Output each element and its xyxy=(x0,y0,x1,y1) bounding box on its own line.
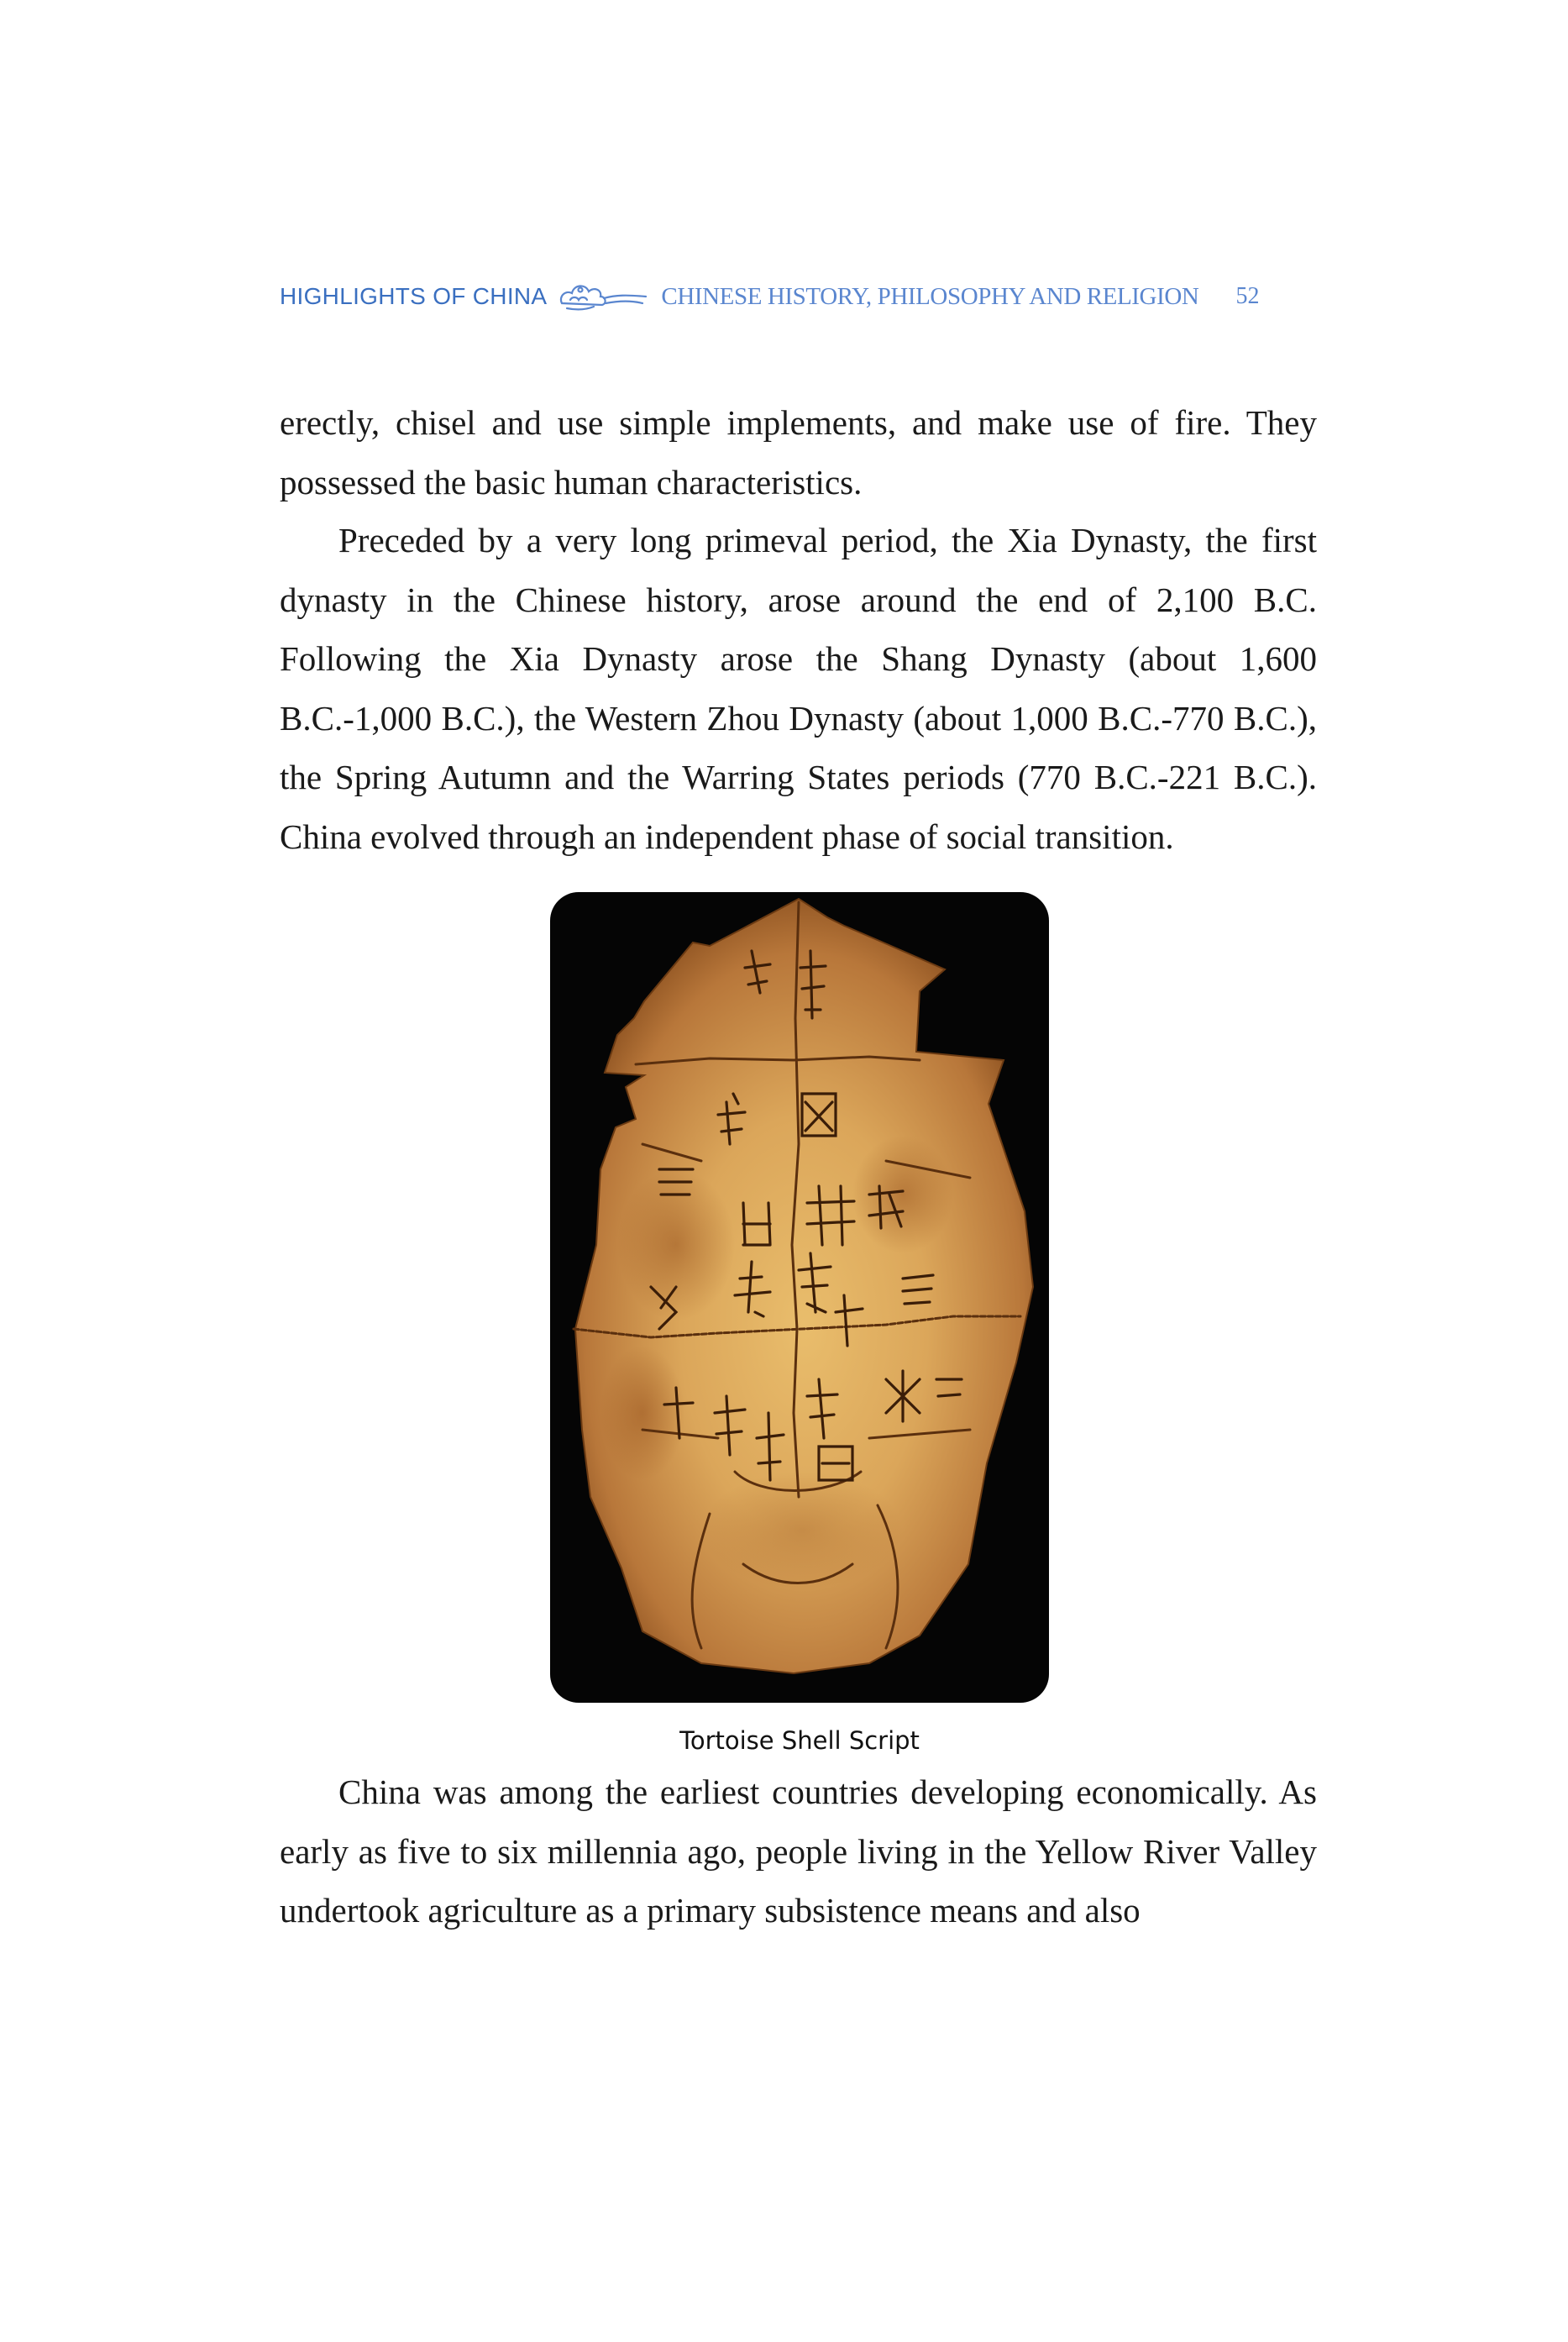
figure-caption: Tortoise Shell Script xyxy=(679,1726,920,1755)
paragraph-1: erectly, chisel and use simple implements, and make use of fire. They possessed the basic human characteristics. xyxy=(280,403,1317,501)
paragraph-2: Preceded by a very long primeval period, the Xia Dynasty, the first dynasty in the Chinese history, arose around the end of 2,100 B.C. Following the Xia Dynasty arose the Shang Dynasty (about 1,600 B.C.-1,000 B.C.), the Western Zhou Dynasty (about 1,000 B.C.-770 B.C.), the Spring Autumn and the Warring States periods (770 B.C.-221 B.C.). China evolved through an independent phase of social transition. xyxy=(280,521,1317,856)
tortoise-shell-image xyxy=(550,892,1049,1703)
book-title: HIGHLIGHTS OF CHINA xyxy=(280,283,548,309)
cloud-ornament-icon xyxy=(555,278,649,315)
running-header xyxy=(280,276,1313,318)
paragraph-3: China was among the earliest countries developing economically. As early as five to six millennia ago, people living in the Yellow River Valley undertook agriculture as a primary subsistence means and also xyxy=(280,1772,1317,1930)
tortoise-shell-illustration xyxy=(550,892,1049,1703)
page-number: 52 xyxy=(1235,283,1260,309)
section-title: CHINESE HISTORY, PHILOSOPHY AND RELIGION xyxy=(661,282,1199,310)
